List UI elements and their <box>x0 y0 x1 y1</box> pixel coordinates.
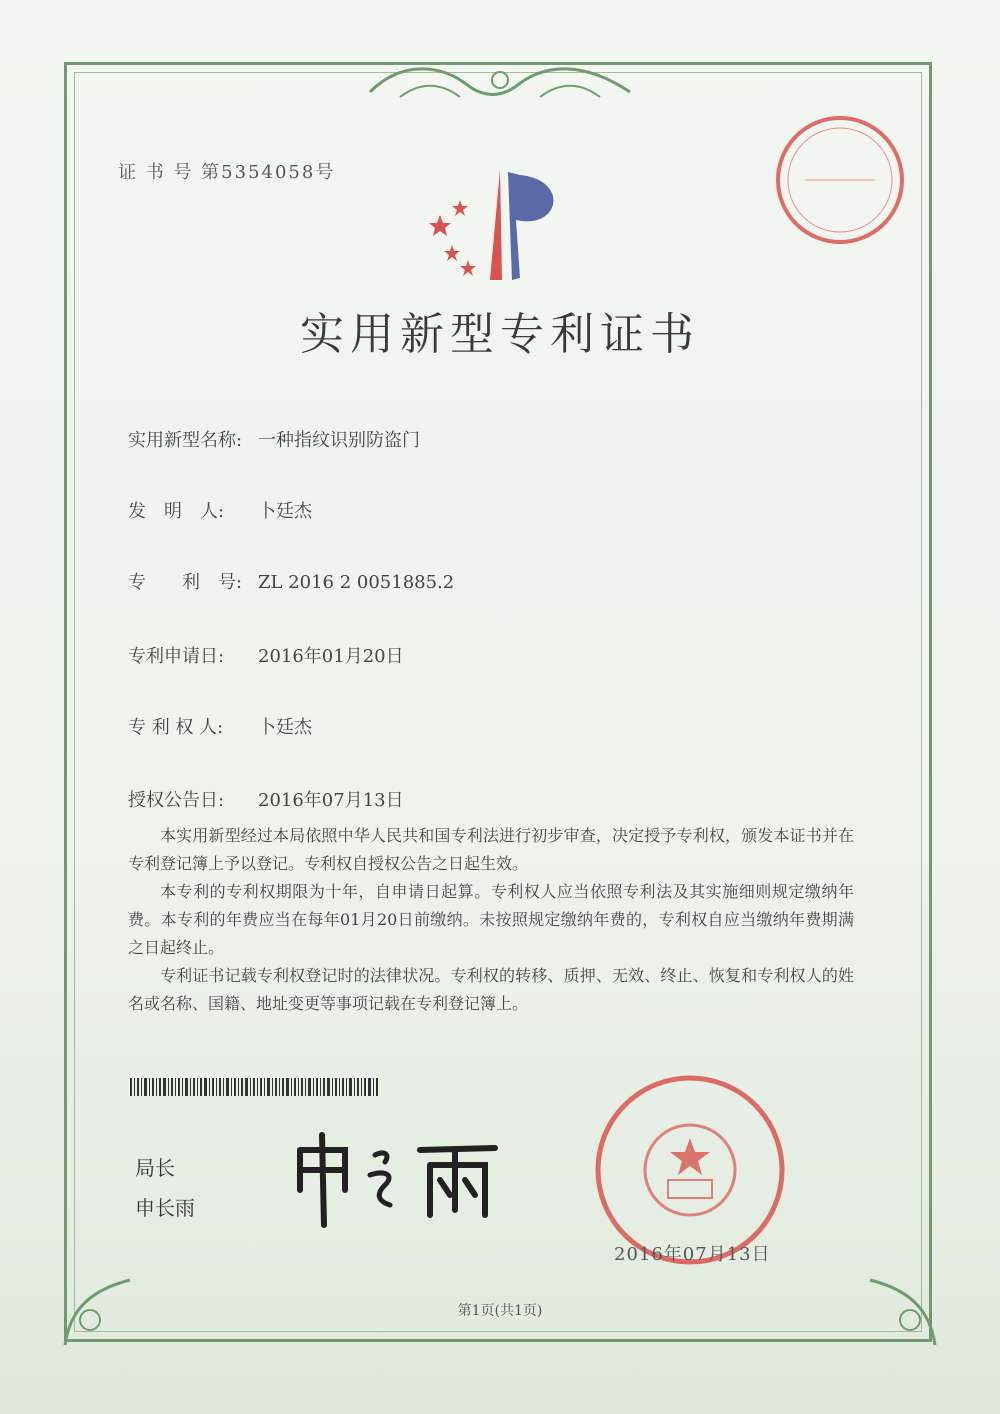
certificate-title: 实用新型专利证书 <box>300 309 700 360</box>
patent-office-logo-icon <box>420 160 590 290</box>
field-label: 专 利 权 人: <box>128 717 224 738</box>
field-value: 2016年07月13日 <box>258 790 404 811</box>
field-value: 卜廷杰 <box>258 501 312 522</box>
field-value: ZL 2016 2 0051885.2 <box>258 572 455 593</box>
field-value: 2016年01月20日 <box>258 646 404 667</box>
field-value: 一种指纹识别防盗门 <box>258 430 420 451</box>
field-grant-date <box>128 786 404 812</box>
field-patentee <box>128 713 312 739</box>
field-utility-model-name <box>128 426 420 452</box>
barcode-icon <box>130 1078 380 1096</box>
field-label: 专利申请日: <box>128 646 225 667</box>
top-ornament <box>360 52 640 112</box>
director-signature <box>290 1120 510 1230</box>
seal-date: 2016年07月13日 <box>614 1244 771 1265</box>
field-label: 实用新型名称: <box>128 430 243 451</box>
certificate-number: 证 书 号 第5354058号 <box>118 162 336 183</box>
body-paragraph: 本实用新型经过本局依照中华人民共和国专利法进行初步审查，决定授予专利权，颁发本证书并在专利登记簿上予以登记。专利权自授权公告之日起生效。 <box>128 826 854 873</box>
tax-seal-icon <box>770 110 910 250</box>
director-title: 局长 <box>135 1156 175 1180</box>
body-paragraph: 专利证书记载专利权登记时的法律状况。专利权的转移、质押、无效、终止、恢复和专利权人的姓名或名称、国籍、地址变更等事项记载在专利登记簿上。 <box>128 966 854 1013</box>
field-value: 卜廷杰 <box>258 717 312 738</box>
page-number: 第1页(共1页) <box>457 1303 543 1319</box>
field-label: 专 利 号: <box>128 572 243 593</box>
field-patent-number <box>128 568 454 594</box>
field-label: 授权公告日: <box>128 790 225 811</box>
certificate-body <box>128 822 854 1018</box>
field-label: 发 明 人: <box>128 501 225 522</box>
director-name: 申长雨 <box>135 1196 195 1220</box>
field-application-date <box>128 642 404 668</box>
body-paragraph: 本专利的专利权期限为十年，自申请日起算。专利权人应当依照专利法及其实施细则规定缴纳年费。本专利的年费应当在每年01月20日前缴纳。未按照规定缴纳年费的，专利权自应当缴纳年费期满之日起终止。 <box>128 882 854 957</box>
field-inventor <box>128 497 312 523</box>
